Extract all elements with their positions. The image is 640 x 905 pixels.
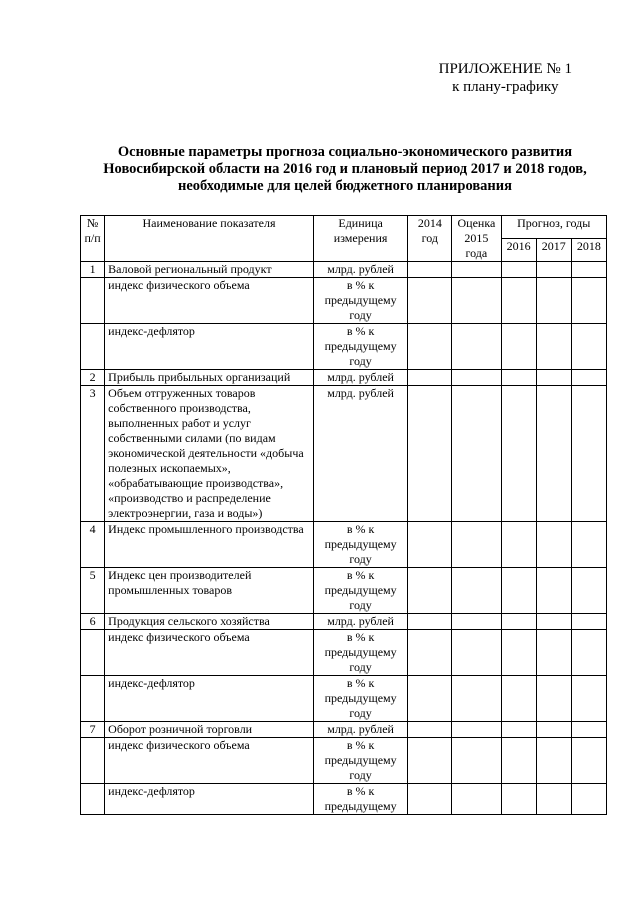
cell-2017 — [536, 738, 571, 784]
cell-2016 — [501, 522, 536, 568]
cell-2018 — [571, 370, 606, 386]
cell-2014 — [408, 614, 452, 630]
cell-2015 — [452, 630, 501, 676]
cell-2018 — [571, 386, 606, 522]
cell-2017 — [536, 722, 571, 738]
cell-2018 — [571, 262, 606, 278]
cell-2015 — [452, 262, 501, 278]
cell-2015 — [452, 738, 501, 784]
cell-2015 — [452, 784, 501, 815]
cell-2017 — [536, 614, 571, 630]
cell-2018 — [571, 676, 606, 722]
cell-2017 — [536, 386, 571, 522]
row-unit: в % к предыдущему году — [313, 522, 407, 568]
cell-2018 — [571, 630, 606, 676]
row-unit: в % к предыдущему году — [313, 738, 407, 784]
cell-2016 — [501, 262, 536, 278]
cell-2014 — [408, 676, 452, 722]
row-indicator-name: Оборот розничной торговли — [105, 722, 314, 738]
row-number: 7 — [81, 722, 105, 738]
cell-2014 — [408, 722, 452, 738]
cell-2015 — [452, 522, 501, 568]
table-row — [81, 278, 607, 324]
cell-2018 — [571, 278, 606, 324]
row-indicator-name: индекс-дефлятор — [105, 784, 314, 815]
table-row — [81, 324, 607, 370]
cell-2016 — [501, 630, 536, 676]
row-indicator-name: Продукция сельского хозяйства — [105, 614, 314, 630]
cell-2014 — [408, 386, 452, 522]
row-indicator-name: Объем отгруженных товаров собственного производства, выполненных работ и услуг собственными силами (по видам экономической деятельности «добыча полезных ископаемых», «обрабатывающие производства», «производство и распределение электроэнергии, газа и воды») — [105, 386, 314, 522]
cell-2014 — [408, 370, 452, 386]
cell-2016 — [501, 738, 536, 784]
title-line-1: Основные параметры прогноза социально-экономического развития — [117, 144, 573, 160]
cell-2017 — [536, 370, 571, 386]
cell-2016 — [501, 568, 536, 614]
cell-2014 — [408, 568, 452, 614]
cell-2014 — [408, 630, 452, 676]
cell-2015 — [452, 676, 501, 722]
row-unit: в % к предыдущему году — [313, 630, 407, 676]
cell-2017 — [536, 278, 571, 324]
document-title — [70, 144, 620, 195]
cell-2016 — [501, 676, 536, 722]
title-line-3: необходимые для целей бюджетного планирования — [178, 178, 512, 194]
appendix-label — [439, 60, 572, 96]
cell-2015 — [452, 614, 501, 630]
cell-2017 — [536, 568, 571, 614]
cell-2016 — [501, 278, 536, 324]
cell-2017 — [536, 676, 571, 722]
cell-2017 — [536, 630, 571, 676]
row-unit: в % к предыдущему — [313, 784, 407, 815]
cell-2018 — [571, 614, 606, 630]
cell-2018 — [571, 522, 606, 568]
cell-2016 — [501, 784, 536, 815]
header-indicator-name: Наименование показателя — [105, 216, 314, 262]
appendix-reference: к плану-графику — [452, 79, 559, 95]
cell-2016 — [501, 722, 536, 738]
row-unit: млрд. рублей — [313, 722, 407, 738]
row-indicator-name: индекс физического объема — [105, 278, 314, 324]
table-row — [81, 262, 607, 278]
cell-2015 — [452, 370, 501, 386]
row-number: 6 — [81, 614, 105, 630]
row-unit: млрд. рублей — [313, 386, 407, 522]
cell-2018 — [571, 784, 606, 815]
cell-2016 — [501, 324, 536, 370]
cell-2014 — [408, 784, 452, 815]
row-indicator-name: индекс физического объема — [105, 630, 314, 676]
row-unit: в % к предыдущему году — [313, 324, 407, 370]
cell-2014 — [408, 278, 452, 324]
cell-2014 — [408, 324, 452, 370]
header-number: № п/п — [81, 216, 105, 262]
row-indicator-name: Индекс цен производителей промышленных товаров — [105, 568, 314, 614]
row-indicator-name: Валовой региональный продукт — [105, 262, 314, 278]
header-estimate-2015: Оценка 2015 года — [452, 216, 501, 262]
cell-2014 — [408, 262, 452, 278]
table-row — [81, 722, 607, 738]
cell-2017 — [536, 784, 571, 815]
header-2017: 2017 — [536, 239, 571, 262]
cell-2018 — [571, 568, 606, 614]
row-unit: млрд. рублей — [313, 614, 407, 630]
row-number — [81, 630, 105, 676]
title-line-2: Новосибирской области на 2016 год и плановый период 2017 и 2018 годов, — [103, 161, 587, 177]
table-row — [81, 370, 607, 386]
cell-2016 — [501, 386, 536, 522]
row-number: 1 — [81, 262, 105, 278]
header-2018: 2018 — [571, 239, 606, 262]
cell-2015 — [452, 568, 501, 614]
appendix-number: ПРИЛОЖЕНИЕ № 1 — [438, 61, 572, 77]
row-unit: в % к предыдущему году — [313, 568, 407, 614]
table-row — [81, 784, 607, 815]
row-unit: в % к предыдущему году — [313, 676, 407, 722]
row-indicator-name: Индекс промышленного производства — [105, 522, 314, 568]
row-indicator-name: индекс-дефлятор — [105, 324, 314, 370]
cell-2015 — [452, 324, 501, 370]
row-number — [81, 676, 105, 722]
table-row — [81, 676, 607, 722]
cell-2015 — [452, 722, 501, 738]
cell-2018 — [571, 324, 606, 370]
table-row — [81, 568, 607, 614]
table-row — [81, 738, 607, 784]
cell-2018 — [571, 722, 606, 738]
header-forecast: Прогноз, годы — [501, 216, 607, 239]
row-unit: млрд. рублей — [313, 262, 407, 278]
row-number — [81, 738, 105, 784]
cell-2017 — [536, 324, 571, 370]
cell-2018 — [571, 738, 606, 784]
cell-2014 — [408, 522, 452, 568]
cell-2015 — [452, 386, 501, 522]
row-indicator-name: индекс физического объема — [105, 738, 314, 784]
header-unit: Единица измерения — [313, 216, 407, 262]
table-row — [81, 522, 607, 568]
header-2014: 2014 год — [408, 216, 452, 262]
table-row — [81, 614, 607, 630]
row-indicator-name: индекс-дефлятор — [105, 676, 314, 722]
row-indicator-name: Прибыль прибыльных организаций — [105, 370, 314, 386]
cell-2017 — [536, 262, 571, 278]
cell-2014 — [408, 738, 452, 784]
cell-2016 — [501, 614, 536, 630]
row-number: 5 — [81, 568, 105, 614]
row-number: 3 — [81, 386, 105, 522]
cell-2017 — [536, 522, 571, 568]
row-number — [81, 324, 105, 370]
row-number: 4 — [81, 522, 105, 568]
table-body — [81, 262, 607, 815]
row-unit: млрд. рублей — [313, 370, 407, 386]
table-row — [81, 630, 607, 676]
cell-2015 — [452, 278, 501, 324]
row-number: 2 — [81, 370, 105, 386]
row-number — [81, 784, 105, 815]
header-2016: 2016 — [501, 239, 536, 262]
row-unit: в % к предыдущему году — [313, 278, 407, 324]
cell-2016 — [501, 370, 536, 386]
row-number — [81, 278, 105, 324]
table-row — [81, 386, 607, 522]
parameters-table — [80, 215, 607, 815]
